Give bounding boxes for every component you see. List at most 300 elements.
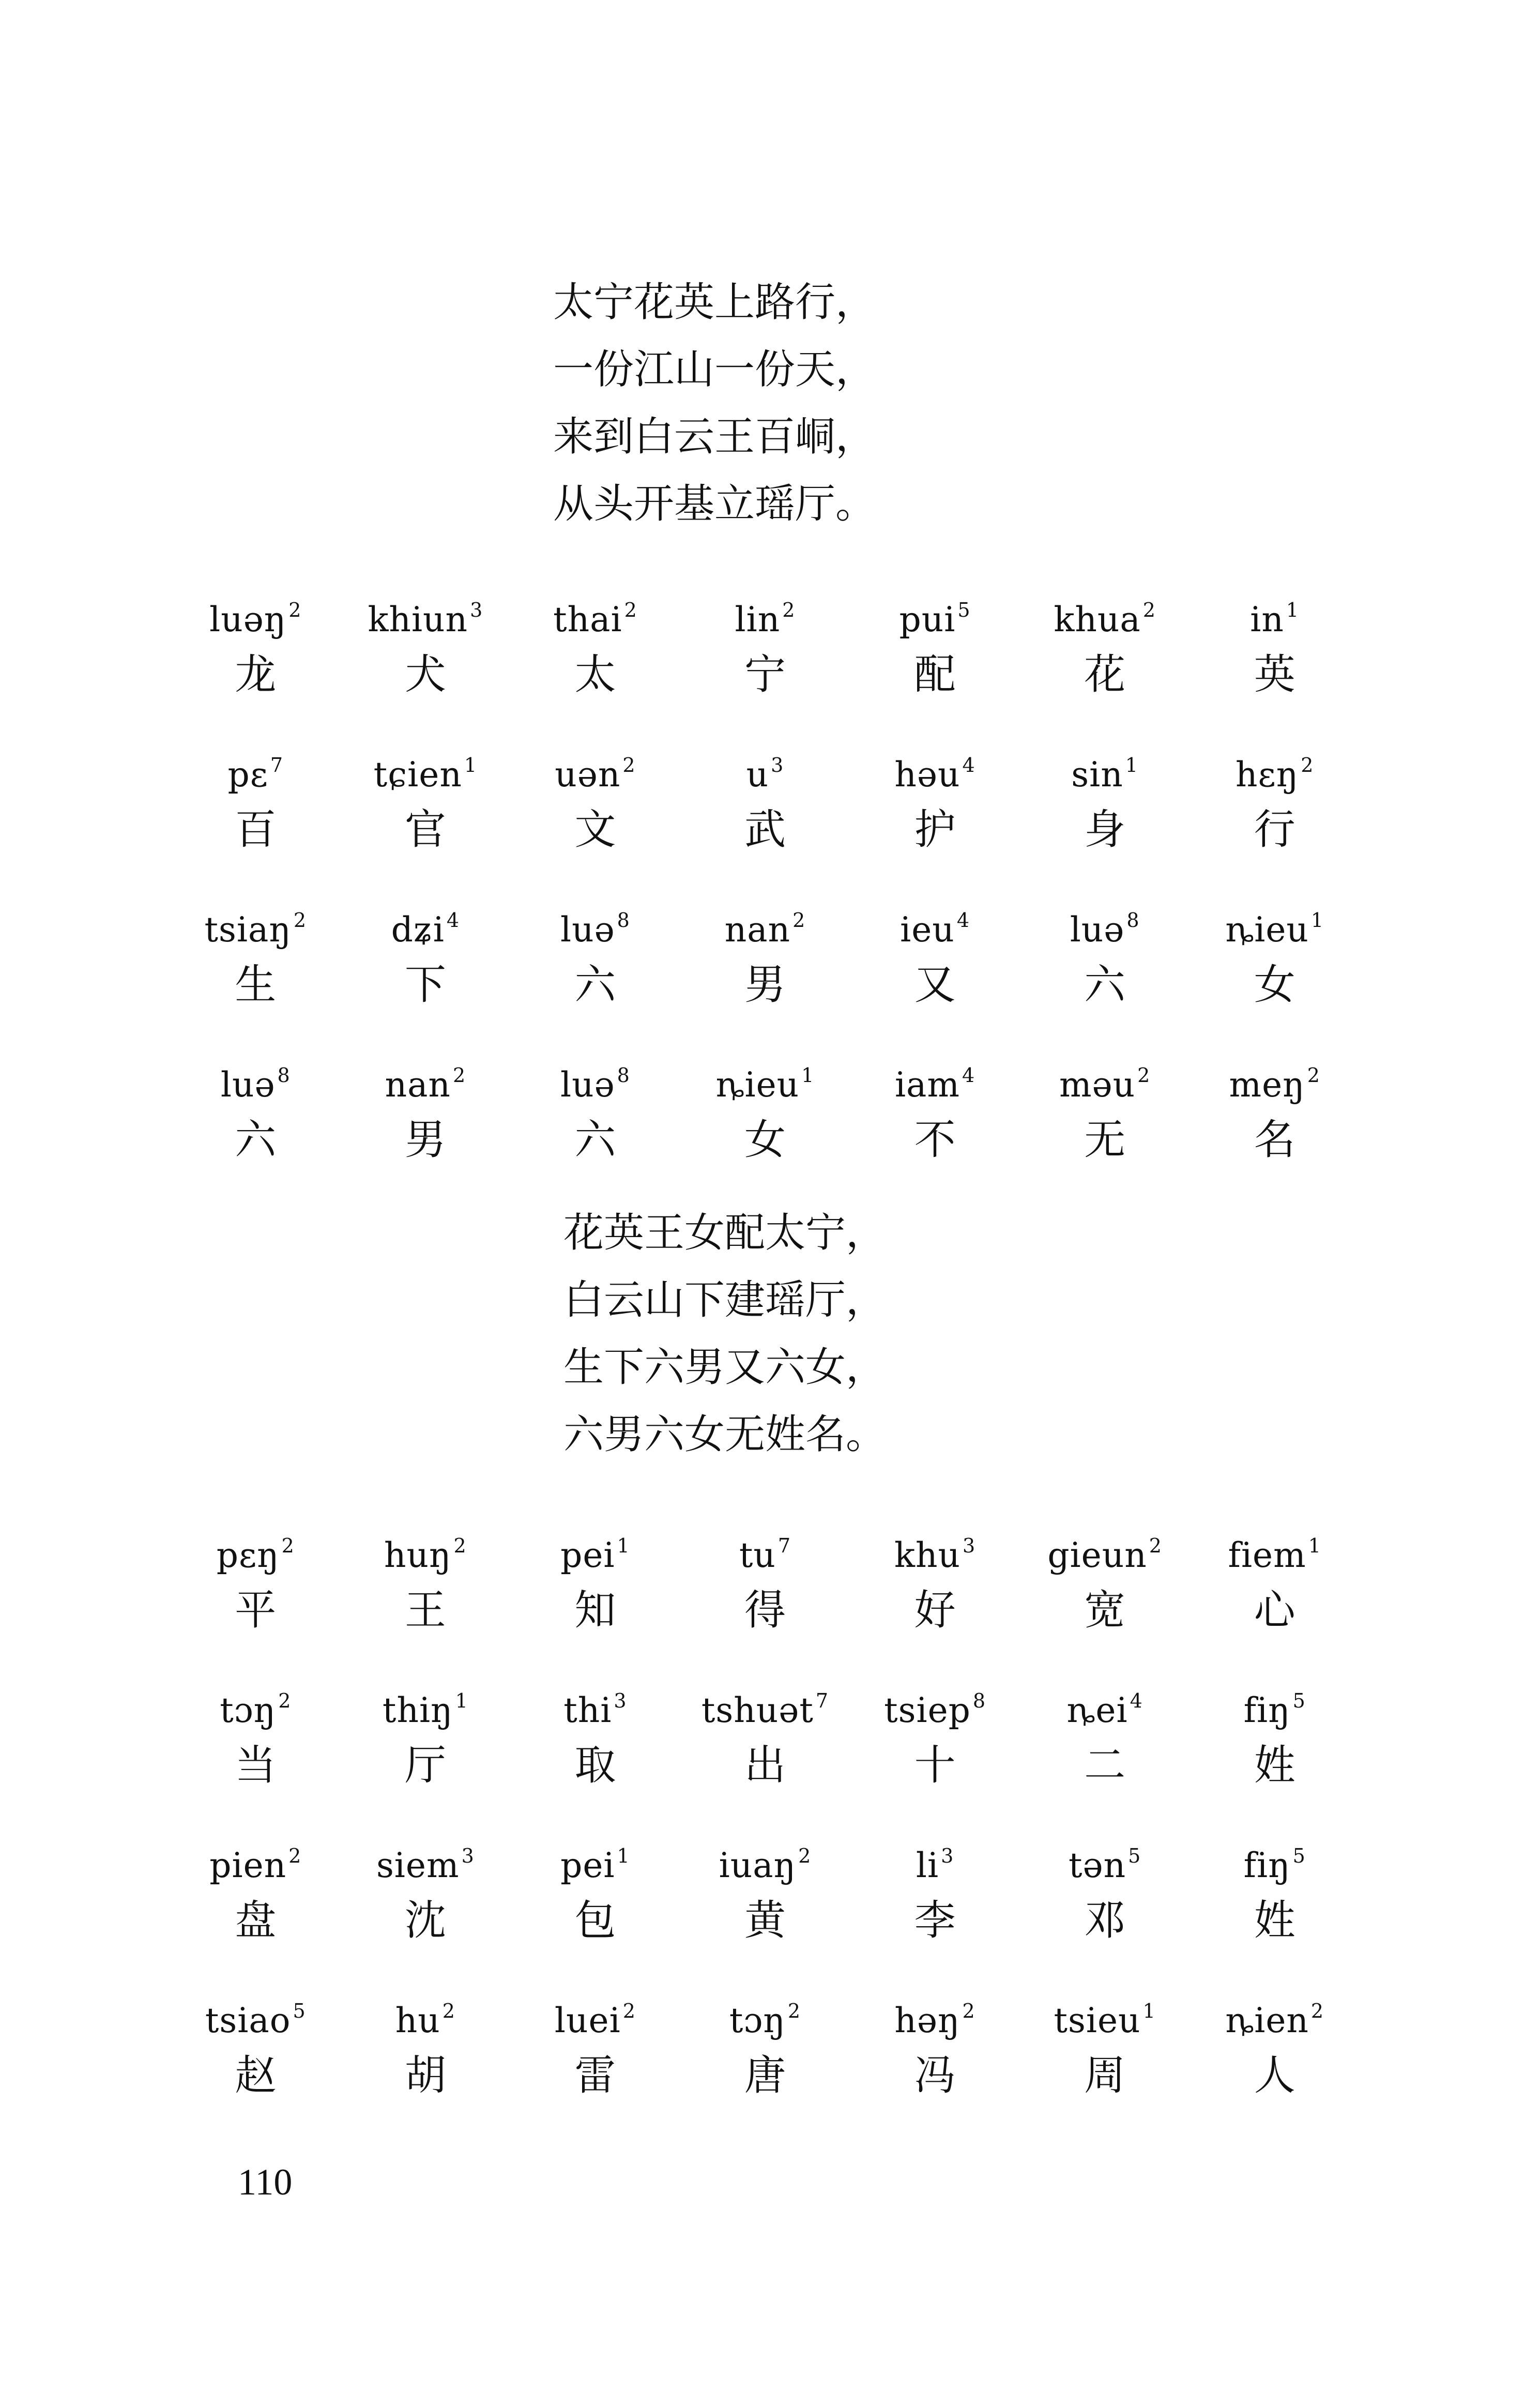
chinese-character: 女 xyxy=(744,1116,786,1164)
syllable-row xyxy=(171,1670,1360,1799)
chinese-character: 赵 xyxy=(235,2051,277,2099)
romanization xyxy=(680,1044,850,1106)
syllable-cell xyxy=(680,1825,850,1954)
syllable-row xyxy=(171,1825,1360,1954)
chinese-character: 冯 xyxy=(914,2051,956,2099)
romanization-text: li xyxy=(916,1846,939,1885)
tone-number: 3 xyxy=(470,599,483,621)
tone-number: 2 xyxy=(453,1534,467,1557)
syllable-cell xyxy=(171,1044,341,1173)
tone-number: 1 xyxy=(455,1689,468,1712)
chinese-character: 宁 xyxy=(744,650,786,698)
tone-number: 3 xyxy=(614,1689,627,1712)
syllable-cell xyxy=(850,1515,1020,1644)
romanization xyxy=(850,734,1020,796)
tone-number: 2 xyxy=(1310,2000,1324,2022)
romanization xyxy=(1020,889,1190,951)
chinese-character: 雷 xyxy=(574,2051,616,2099)
romanization-text: ȵieu xyxy=(715,1065,800,1105)
tone-number: 2 xyxy=(962,2000,975,2022)
syllable-cell xyxy=(510,889,680,1018)
romanization-text: pui xyxy=(899,600,956,639)
romanization xyxy=(1190,889,1360,951)
syllable-cell xyxy=(1190,579,1360,708)
romanization xyxy=(341,1515,511,1577)
romanization xyxy=(850,1980,1020,2042)
syllable-row xyxy=(171,579,1360,708)
syllable-cell xyxy=(510,1044,680,1173)
romanization-text: thai xyxy=(553,600,622,639)
tone-number: 5 xyxy=(1292,1689,1306,1712)
romanization xyxy=(1190,734,1360,796)
romanization xyxy=(510,1515,680,1577)
chinese-character: 当 xyxy=(235,1741,277,1789)
romanization-text: khu xyxy=(894,1535,960,1575)
romanization-text: nan xyxy=(724,910,791,950)
romanization-text: sin xyxy=(1071,755,1123,795)
romanization xyxy=(341,889,511,951)
romanization-text: u xyxy=(746,755,769,795)
tone-number: 1 xyxy=(1125,754,1138,776)
tone-number: 8 xyxy=(617,909,630,932)
chinese-character: 女 xyxy=(1254,961,1295,1009)
chinese-character: 龙 xyxy=(235,650,277,698)
tone-number: 1 xyxy=(1310,909,1324,932)
chinese-character: 邓 xyxy=(1084,1896,1126,1944)
syllable-cell xyxy=(1020,1825,1190,1954)
poem-line: 一份江山一份天， xyxy=(553,346,876,393)
romanization-text: thiŋ xyxy=(382,1690,453,1730)
syllable-cell xyxy=(510,1825,680,1954)
syllable-cell xyxy=(341,1825,511,1954)
romanization-text: ȵieu xyxy=(1225,910,1309,950)
tone-number: 7 xyxy=(777,1534,791,1557)
syllable-cell xyxy=(1190,1825,1360,1954)
chinese-character: 武 xyxy=(744,805,786,853)
tone-number: 2 xyxy=(622,2000,636,2022)
syllable-row xyxy=(171,1980,1360,2109)
tone-number: 2 xyxy=(278,1689,292,1712)
syllable-row xyxy=(171,1515,1360,1644)
chinese-character: 平 xyxy=(235,1586,277,1634)
romanization xyxy=(1190,1515,1360,1577)
romanization-text: tɔŋ xyxy=(220,1690,277,1730)
chinese-character: 配 xyxy=(914,650,956,698)
chinese-character: 好 xyxy=(914,1586,956,1634)
chinese-character: 姓 xyxy=(1254,1741,1295,1789)
syllable-cell xyxy=(1020,734,1190,863)
tone-number: 3 xyxy=(941,1845,954,1867)
syllable-cell xyxy=(850,1044,1020,1173)
romanization-text: tɔŋ xyxy=(729,2001,786,2040)
chinese-character: 厅 xyxy=(404,1741,446,1789)
romanization xyxy=(850,889,1020,951)
syllable-cell xyxy=(171,734,341,863)
syllable-cell xyxy=(341,1980,511,2109)
chinese-character: 包 xyxy=(574,1896,616,1944)
syllable-cell xyxy=(850,734,1020,863)
tone-number: 7 xyxy=(270,754,284,776)
tone-number: 2 xyxy=(452,1064,466,1087)
tone-number: 1 xyxy=(617,1534,630,1557)
syllable-cell xyxy=(1190,1980,1360,2109)
poem-line: 太宁花英上路行， xyxy=(553,279,876,326)
romanization xyxy=(510,734,680,796)
tone-number: 1 xyxy=(1286,599,1300,621)
tone-number: 5 xyxy=(1292,1845,1306,1867)
romanization xyxy=(1190,1670,1360,1732)
chinese-character: 生 xyxy=(235,961,277,1009)
romanization xyxy=(850,579,1020,641)
tone-number: 1 xyxy=(464,754,478,776)
syllable-cell xyxy=(1190,1515,1360,1644)
tone-number: 2 xyxy=(1142,599,1156,621)
romanization xyxy=(341,579,511,641)
romanization-text: pɛŋ xyxy=(216,1535,280,1575)
romanization xyxy=(1190,1980,1360,2042)
romanization-text: tɕien xyxy=(373,755,462,795)
chinese-character: 犬 xyxy=(404,650,446,698)
chinese-character: 下 xyxy=(404,961,446,1009)
tone-number: 8 xyxy=(972,1689,986,1712)
romanization-text: pɛ xyxy=(227,755,268,795)
syllable-cell xyxy=(171,889,341,1018)
tone-number: 4 xyxy=(962,1064,975,1087)
syllable-cell xyxy=(680,734,850,863)
romanization-text: tsieu xyxy=(1054,2001,1141,2040)
syllable-cell xyxy=(680,579,850,708)
romanization xyxy=(510,889,680,951)
chinese-character: 出 xyxy=(744,1741,786,1789)
romanization xyxy=(341,1825,511,1887)
romanization xyxy=(171,1044,341,1106)
syllable-cell xyxy=(680,889,850,1018)
romanization-text: lin xyxy=(735,600,781,639)
poem-line: 花英王女配太宁， xyxy=(563,1210,887,1256)
romanization xyxy=(1020,1515,1190,1577)
chinese-character: 十 xyxy=(914,1741,956,1789)
romanization xyxy=(341,734,511,796)
romanization xyxy=(510,1825,680,1887)
syllable-cell xyxy=(1020,1980,1190,2109)
romanization-text: luə xyxy=(560,910,615,950)
tone-number: 2 xyxy=(1301,754,1314,776)
romanization-text: tsiaŋ xyxy=(204,910,292,950)
romanization xyxy=(680,1825,850,1887)
chinese-character: 英 xyxy=(1254,650,1295,698)
syllable-cell xyxy=(510,1670,680,1799)
syllable-cell xyxy=(850,1980,1020,2109)
syllable-cell xyxy=(1020,579,1190,708)
syllable-cell xyxy=(1190,1044,1360,1173)
tone-number: 2 xyxy=(798,1845,812,1867)
romanization xyxy=(850,1515,1020,1577)
syllable-row xyxy=(171,1044,1360,1173)
romanization xyxy=(510,579,680,641)
romanization-text: fiem xyxy=(1228,1535,1306,1575)
romanization-text: in xyxy=(1250,600,1284,639)
chinese-character: 二 xyxy=(1084,1741,1126,1789)
romanization-text: həŋ xyxy=(894,2001,960,2040)
romanization-text: hɛŋ xyxy=(1236,755,1299,795)
tone-number: 4 xyxy=(962,754,975,776)
romanization-text: nan xyxy=(385,1065,451,1105)
syllable-cell xyxy=(171,1980,341,2109)
romanization-text: ȵei xyxy=(1066,1690,1128,1730)
syllable-cell xyxy=(510,579,680,708)
chinese-character: 心 xyxy=(1254,1586,1295,1634)
romanization xyxy=(680,1980,850,2042)
romanization xyxy=(850,1825,1020,1887)
tone-number: 2 xyxy=(782,599,796,621)
chinese-character: 盘 xyxy=(235,1896,277,1944)
romanization xyxy=(680,889,850,951)
tone-number: 4 xyxy=(1130,1689,1143,1712)
romanization xyxy=(341,1670,511,1732)
page-number: 110 xyxy=(238,2161,293,2203)
tone-number: 1 xyxy=(801,1064,815,1087)
romanization-text: ieu xyxy=(900,910,955,950)
syllable-cell xyxy=(510,1515,680,1644)
romanization-text: tən xyxy=(1068,1846,1126,1885)
syllable-cell xyxy=(850,1825,1020,1954)
poem-line: 六男六女无姓名。 xyxy=(563,1411,887,1458)
romanization-text: iuaŋ xyxy=(719,1846,797,1885)
romanization xyxy=(510,1044,680,1106)
chinese-character: 身 xyxy=(1084,805,1126,853)
syllable-cell xyxy=(1020,889,1190,1018)
syllable-cell xyxy=(1190,1670,1360,1799)
romanization-text: luə xyxy=(220,1065,276,1105)
chinese-character: 六 xyxy=(235,1116,277,1164)
romanization xyxy=(1020,1980,1190,2042)
syllable-cell xyxy=(510,1980,680,2109)
romanization-text: gieun xyxy=(1047,1535,1147,1575)
romanization-text: luə xyxy=(1070,910,1125,950)
syllable-cell xyxy=(680,1515,850,1644)
syllable-cell xyxy=(171,579,341,708)
romanization xyxy=(1020,734,1190,796)
romanization xyxy=(1020,1044,1190,1106)
chinese-character: 胡 xyxy=(404,2051,446,2099)
chinese-character: 黄 xyxy=(744,1896,786,1944)
chinese-character: 沈 xyxy=(404,1896,446,1944)
tone-number: 1 xyxy=(1308,1534,1321,1557)
tone-number: 2 xyxy=(288,1845,302,1867)
romanization xyxy=(1020,579,1190,641)
romanization xyxy=(1020,1825,1190,1887)
romanization xyxy=(171,734,341,796)
romanization-text: fiŋ xyxy=(1243,1690,1291,1730)
tone-number: 4 xyxy=(956,909,970,932)
chinese-character: 人 xyxy=(1254,2051,1295,2099)
chinese-character: 王 xyxy=(404,1586,446,1634)
romanization-text: khua xyxy=(1054,600,1141,639)
chinese-character: 不 xyxy=(914,1116,956,1164)
chinese-character: 又 xyxy=(914,961,956,1009)
chinese-character: 男 xyxy=(744,961,786,1009)
romanization-text: ȵien xyxy=(1225,2001,1309,2040)
romanization-text: məu xyxy=(1059,1065,1136,1105)
romanization xyxy=(850,1044,1020,1106)
syllable-cell xyxy=(510,734,680,863)
tone-number: 8 xyxy=(277,1064,291,1087)
tone-number: 1 xyxy=(1142,2000,1156,2022)
romanization-text: meŋ xyxy=(1229,1065,1305,1105)
chinese-character: 行 xyxy=(1254,805,1295,853)
tone-number: 3 xyxy=(771,754,784,776)
romanization xyxy=(680,579,850,641)
romanization xyxy=(171,579,341,641)
romanization xyxy=(171,1980,341,2042)
romanization xyxy=(510,1980,680,2042)
syllable-cell xyxy=(341,734,511,863)
syllable-cell xyxy=(680,1670,850,1799)
tone-number: 2 xyxy=(1137,1064,1151,1087)
tone-number: 5 xyxy=(293,2000,306,2022)
chinese-character: 得 xyxy=(744,1586,786,1634)
tone-number: 2 xyxy=(1149,1534,1162,1557)
romanization-text: siem xyxy=(376,1846,460,1885)
chinese-character: 知 xyxy=(574,1586,616,1634)
romanization xyxy=(171,1670,341,1732)
poem-line: 生下六男又六女， xyxy=(563,1344,887,1391)
syllable-cell xyxy=(1190,889,1360,1018)
tone-number: 4 xyxy=(446,909,460,932)
poem-stanza-2 xyxy=(563,1199,886,1468)
romanization-text: khiun xyxy=(368,600,468,639)
syllable-cell xyxy=(850,1670,1020,1799)
romanization xyxy=(680,1670,850,1732)
syllable-cell xyxy=(341,579,511,708)
tone-number: 3 xyxy=(962,1534,976,1557)
romanization-text: tu xyxy=(739,1535,776,1575)
syllable-cell xyxy=(1020,1515,1190,1644)
romanization-text: hu xyxy=(395,2001,440,2040)
tone-number: 2 xyxy=(787,2000,801,2022)
tone-number: 2 xyxy=(288,599,302,621)
romanization xyxy=(341,1044,511,1106)
romanization xyxy=(1190,1044,1360,1106)
tone-number: 2 xyxy=(293,909,307,932)
chinese-character: 花 xyxy=(1084,650,1126,698)
chinese-character: 周 xyxy=(1084,2051,1126,2099)
tone-number: 8 xyxy=(617,1064,630,1087)
chinese-character: 官 xyxy=(404,805,446,853)
tone-number: 5 xyxy=(1128,1845,1141,1867)
romanization xyxy=(341,1980,511,2042)
chinese-character: 宽 xyxy=(1084,1586,1126,1634)
poem-stanza-1 xyxy=(553,269,876,538)
poem-line: 从头开基立瑶厅。 xyxy=(553,481,876,527)
romanization-text: tsiep xyxy=(884,1690,971,1730)
romanization-text: dʑi xyxy=(391,910,445,950)
tone-number: 8 xyxy=(1126,909,1140,932)
chinese-character: 名 xyxy=(1254,1116,1295,1164)
romanization xyxy=(171,1825,341,1887)
chinese-character: 无 xyxy=(1084,1116,1126,1164)
romanization-text: fiŋ xyxy=(1243,1846,1291,1885)
romanization xyxy=(850,1670,1020,1732)
syllable-cell xyxy=(171,1670,341,1799)
chinese-character: 姓 xyxy=(1254,1896,1295,1944)
tone-number: 2 xyxy=(1307,1064,1320,1087)
syllable-cell xyxy=(1020,1670,1190,1799)
chinese-character: 六 xyxy=(1084,961,1126,1009)
syllable-cell xyxy=(341,1515,511,1644)
romanization xyxy=(510,1670,680,1732)
tone-number: 7 xyxy=(815,1689,829,1712)
romanization-text: pien xyxy=(209,1846,287,1885)
romanization-block-2 xyxy=(171,1515,1360,2135)
syllable-cell xyxy=(171,1515,341,1644)
syllable-cell xyxy=(680,1980,850,2109)
tone-number: 3 xyxy=(461,1845,475,1867)
romanization-text: iam xyxy=(894,1065,960,1105)
romanization xyxy=(171,889,341,951)
syllable-cell xyxy=(850,889,1020,1018)
chinese-character: 百 xyxy=(235,805,277,853)
poem-line: 白云山下建瑶厅， xyxy=(563,1277,887,1323)
tone-number: 1 xyxy=(617,1845,630,1867)
romanization-text: luəŋ xyxy=(209,600,287,639)
romanization-text: tsiao xyxy=(205,2001,291,2040)
syllable-cell xyxy=(850,579,1020,708)
chinese-character: 六 xyxy=(574,1116,616,1164)
syllable-row xyxy=(171,734,1360,863)
syllable-cell xyxy=(341,889,511,1018)
chinese-character: 李 xyxy=(914,1896,956,1944)
tone-number: 5 xyxy=(957,599,971,621)
poem-line: 来到白云王百峒， xyxy=(553,414,876,460)
chinese-character: 男 xyxy=(404,1116,446,1164)
syllable-cell xyxy=(680,1044,850,1173)
romanization-text: pei xyxy=(560,1535,615,1575)
romanization-block-1 xyxy=(171,579,1360,1199)
tone-number: 2 xyxy=(792,909,806,932)
romanization xyxy=(1190,579,1360,641)
chinese-character: 唐 xyxy=(744,2051,786,2099)
romanization xyxy=(171,1515,341,1577)
tone-number: 2 xyxy=(281,1534,295,1557)
chinese-character: 取 xyxy=(574,1741,616,1789)
syllable-cell xyxy=(341,1670,511,1799)
romanization-text: həu xyxy=(894,755,960,795)
romanization-text: luei xyxy=(554,2001,621,2040)
romanization xyxy=(1190,1825,1360,1887)
romanization-text: pei xyxy=(560,1846,615,1885)
tone-number: 2 xyxy=(442,2000,455,2022)
chinese-character: 文 xyxy=(574,805,616,853)
romanization-text: tshuət xyxy=(701,1690,814,1730)
romanization-text: huŋ xyxy=(384,1535,452,1575)
romanization-text: luə xyxy=(560,1065,615,1105)
romanization xyxy=(1020,1670,1190,1732)
syllable-row xyxy=(171,889,1360,1018)
romanization-text: uən xyxy=(555,755,621,795)
chinese-character: 护 xyxy=(914,805,956,853)
syllable-cell xyxy=(171,1825,341,1954)
syllable-cell xyxy=(341,1044,511,1173)
romanization xyxy=(680,734,850,796)
syllable-cell xyxy=(1020,1044,1190,1173)
tone-number: 2 xyxy=(624,599,637,621)
romanization-text: thi xyxy=(563,1690,612,1730)
chinese-character: 六 xyxy=(574,961,616,1009)
tone-number: 2 xyxy=(622,754,636,776)
syllable-cell xyxy=(1190,734,1360,863)
chinese-character: 太 xyxy=(574,650,616,698)
